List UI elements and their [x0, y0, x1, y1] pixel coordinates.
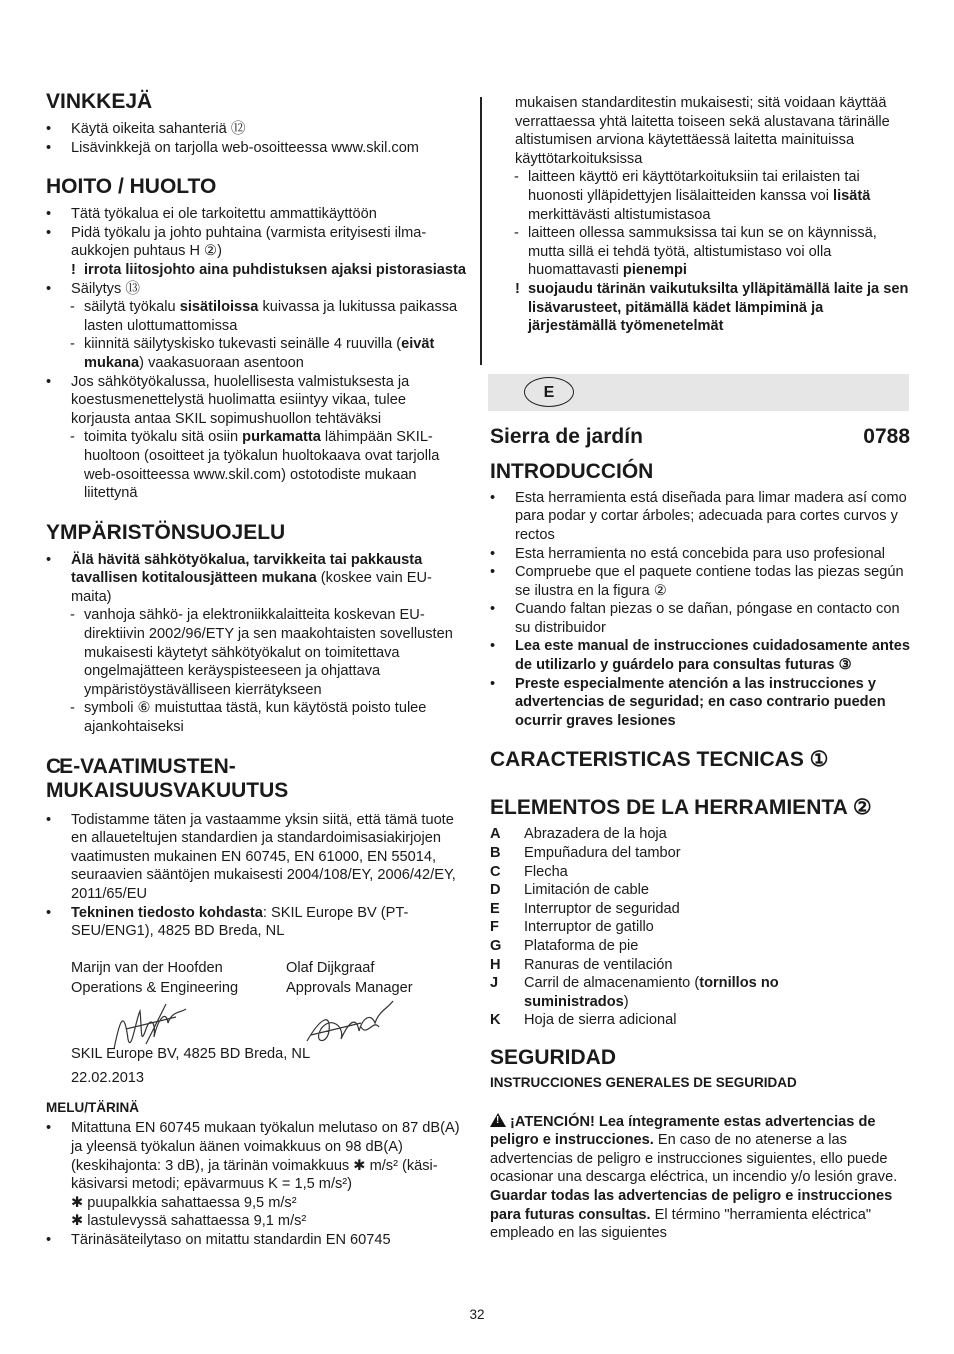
sub-item: - laitteen käyttö eri käyttötarkoituksiin tai erilaisten tai huonosti ylläpidettyjen lisälaitteiden kanssa voi lisätä merkittävästi altistumistasoa: [514, 169, 871, 223]
heading-melu: MELU/TÄRINÄ: [46, 1099, 139, 1115]
column-divider: [480, 97, 482, 365]
language-bar: [488, 374, 909, 411]
heading-ymparisto: YMPÄRISTÖNSUOJELU: [46, 520, 286, 544]
list-item: • Säilytys ⑬: [46, 280, 140, 297]
list-item: • Tärinäsäteilytaso on mitattu standardin EN 60745: [46, 1231, 391, 1248]
heading-vinkkeja: VINKKEJÄ: [46, 90, 153, 113]
sub-item: - vanhoja sähkö- ja elektroniikkalaitteita koskevan EU-direktiivin 2002/96/ETY ja sen maakohtaisten sovellusten mukaisesti käytetyt sähkötyökalut on toimitettava ongelmajätteen keräyspisteeseen ja ohjattava ympäristöystävälliseen kierrätykseen: [70, 607, 453, 698]
signature-block: [46, 941, 466, 1091]
list-item: • Preste especialmente atención a las instrucciones y advertencias de seguridad; en caso contrario pueden ocurrir graves lesiones: [490, 675, 886, 729]
signature-2-image: [301, 997, 401, 1052]
list-item: • Tekninen tiedosto kohdasta: SKIL Europe BV (PT-SEU/ENG1), 4825 BD Breda, NL: [46, 904, 409, 940]
warning-icon: [490, 1113, 506, 1127]
subheading-instrucciones: INSTRUCCIONES GENERALES DE SEGURIDAD: [490, 1074, 797, 1090]
list-item: • Jos sähkötyökalussa, huolellisesta valmistuksesta ja koestusmenettelystä huolimatta esiintyy vikaa, tulee korjausta antaa SKIL sopimushuollon tehtäväksi: [46, 373, 410, 427]
sub-item: - toimita työkalu sitä osiin purkamatta lähimpään SKIL-huoltoon (osoitteet ja työkalun huoltokaava ovat tarjolla web-osoitteessa www.skil.com) ostotodiste mukaan liitettynä: [70, 429, 440, 502]
list-item: • Compruebe que el paquete contiene todas las piezas según se ilustra en la figura ②: [490, 564, 904, 599]
signer-2-role: Approvals Manager: [286, 979, 413, 996]
list-item: • Todistamme täten ja vastaamme yksin siitä, että tämä tuote en allaueteltujen standardien ja standardoimisasiakirjojen vaatimusten mukainen EN 60745, EN 61000, EN 55014, seuraavien sääntöjen mukaisesti 2004/108/EY, 2006/42/EY, 2011/65/EU: [46, 811, 456, 902]
paragraph: mukaisen standarditestin mukaisesti; sitä voidaan käyttää verrattaessa yhtä laitetta toiseen sekä alustavana tärinälle altistumisen arviona käytettäessä laitetta mainituissa käyttötarkoituksissa: [515, 95, 890, 167]
heading-elementos: ELEMENTOS DE LA HERRAMIENTA ②: [490, 796, 872, 820]
ce-mark-icon: CE: [46, 754, 72, 778]
sub-item: - kiinnitä säilytyskisko tukevasti seinälle 4 ruuvilla (eivät mukana) vaakasuoraan asentoon: [70, 336, 435, 371]
list-item: • Lea este manual de instrucciones cuidadosamente antes de utilizarlo y guárdelo para consultas futuras ③: [490, 638, 910, 674]
signer-1-name: Marijn van der Hoofden: [71, 959, 223, 976]
heading-caracteristicas: CARACTERISTICAS TECNICAS ①: [490, 748, 829, 772]
right-column: [490, 94, 910, 1243]
parts-list: A Abrazadera de la hoja B Empuñadura del tambor C Flecha D Limitación de cable E Interruptor de seguridad F Interruptor de gatillo G Plataforma de pie H Ranuras de ventilación J Carril de almacenamiento (tornillos no suministrados) K Hoja de sierra adicional: [490, 826, 779, 1029]
heading-vaatimusten: CE-VAATIMUSTEN- MUKAISUUSVAKUUTUS: [46, 754, 289, 802]
warning-item: ! suojaudu tärinän vaikutuksilta ylläpitämällä laite ja sen lisävarusteet, pitämällä kädet lämpiminä ja järjestämällä työmenetelmät: [515, 280, 909, 335]
list-item: • Cuando faltan piezas o se dañan, póngase en contacto con su distribuidor: [490, 601, 900, 636]
language-badge: E: [524, 377, 574, 407]
sub-item: - säilytä työkalu sisätiloissa kuivassa ja lukitussa paikassa lasten ulottumattomissa: [70, 299, 458, 334]
product-model: 0788: [863, 424, 910, 448]
list-item: • Käytä oikeita sahanteriä ⑫: [46, 121, 246, 137]
sub-item: - symboli ⑥ muistuttaa tästä, kun käytöstä poisto tulee ajankohtaiseksi: [70, 700, 427, 736]
heading-hoito: HOITO / HUOLTO: [46, 175, 217, 199]
left-column: [46, 90, 466, 1250]
heading-seguridad: SEGURIDAD: [490, 1045, 617, 1069]
heading-introduccion: INTRODUCCIÓN: [490, 459, 654, 483]
date: 22.02.2013: [71, 1069, 145, 1086]
warning-item: ! irrota liitosjohto aina puhdistuksen ajaksi pistorasiasta: [71, 261, 466, 278]
product-title: [490, 425, 910, 449]
product-name: Sierra de jardín: [490, 424, 643, 448]
list-item: • Pidä työkalu ja johto puhtaina (varmista erityisesti ilma-aukkojen puhtaus H ②): [46, 224, 427, 260]
list-item: • Älä hävitä sähkötyökalua, tarvikkeita tai pakkausta tavallisen kotitalousjätteen mukana (koskee vain EU-maita): [46, 551, 432, 605]
list-item: • Tätä työkalua ei ole tarkoitettu ammattikäyttöön: [46, 206, 377, 223]
company-address: SKIL Europe BV, 4825 BD Breda, NL: [71, 1045, 311, 1062]
list-item: • Esta herramienta no está concebida para uso profesional: [490, 545, 885, 562]
list-item: • Mitattuna EN 60745 mukaan työkalun melutaso on 87 dB(A) ja yleensä työkalun äänen voimakkuus on 98 dB(A) (keskihajonta: 3 dB), ja tärinän voimakkuus ✱ m/s² (käsi-käsivarsi metodi; epävarmuus K = 1,5 m/s²) ✱ puupalkkia sahattaessa 9,5 m/s² ✱ lastulevyssä sahattaessa 9,1 m/s²: [46, 1120, 460, 1230]
page-number: 32: [469, 1307, 485, 1322]
signer-2-name: Olaf Dijkgraaf: [286, 959, 375, 976]
list-item: • Esta herramienta está diseñada para limar madera así como para podar y cortar árboles; adecuada para cortes curvos y rectos: [490, 489, 907, 543]
list-item: • Lisävinkkejä on tarjolla web-osoitteessa www.skil.com: [46, 139, 419, 156]
signer-1-role: Operations & Engineering: [71, 979, 239, 996]
safety-paragraph: !¡ATENCIÓN! Lea íntegramente estas advertencias de peligro e instrucciones. En caso de no atenerse a las advertencias de peligro e instrucciones siguientes, ello puede ocasionar una descarga eléctrica, un incendio y/o lesión grave. Guardar todas las advertencias de peligro e instrucciones para futuras consultas. El término "herramienta eléctrica" empleado en las siguientes: [490, 1112, 910, 1243]
sub-item: - laitteen ollessa sammuksissa tai kun se on käynnissä, mutta sillä ei tehdä työtä, altistumistaso voi olla huomattavasti pienempi: [514, 225, 877, 279]
